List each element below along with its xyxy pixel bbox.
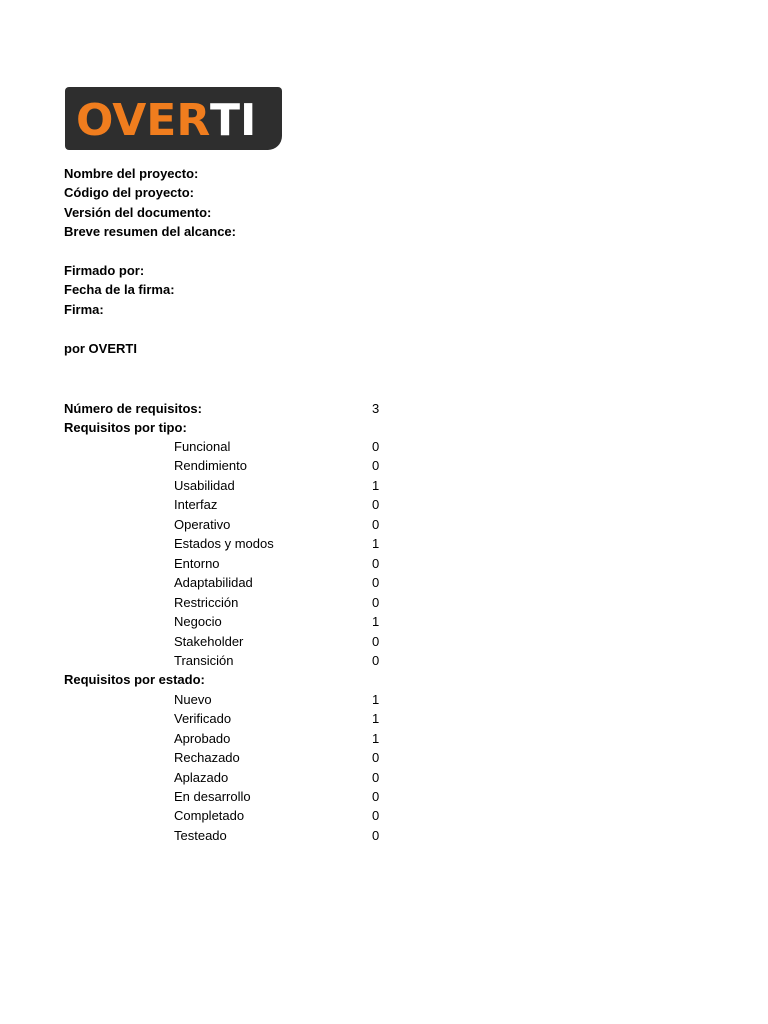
type-row-value: 0 [372, 439, 380, 454]
type-row-value: 0 [372, 556, 380, 571]
type-row-value: 0 [372, 653, 380, 668]
status-row-label: Verificado [174, 711, 232, 726]
signed-by-label: Firmado por: [64, 263, 145, 278]
status-row-value: 0 [372, 828, 380, 843]
document-version-label: Versión del documento: [64, 205, 212, 220]
status-row-label: Testeado [174, 828, 227, 843]
type-row-label: Entorno [174, 556, 220, 571]
status-row-label: En desarrollo [174, 789, 251, 804]
scope-summary-label: Breve resumen del alcance: [64, 224, 236, 239]
status-row-value: 1 [372, 711, 380, 726]
type-row-value: 1 [372, 478, 380, 493]
logo-text-over: OVER [75, 95, 210, 142]
type-row-value: 1 [372, 614, 380, 629]
status-row-label: Aplazado [174, 770, 229, 785]
type-row-label: Interfaz [174, 497, 218, 512]
status-row-value: 0 [372, 789, 380, 804]
requirement-count-label: Número de requisitos: [64, 401, 202, 416]
type-row-value: 0 [372, 458, 380, 473]
type-row-label: Stakeholder [174, 634, 244, 649]
status-row-value: 0 [372, 770, 380, 785]
project-code-label: Código del proyecto: [64, 185, 194, 200]
status-row-value: 0 [372, 808, 380, 823]
type-row-value: 0 [372, 497, 380, 512]
project-name-label: Nombre del proyecto: [64, 166, 199, 181]
requirement-count-value: 3 [372, 401, 380, 416]
status-row-label: Completado [174, 808, 245, 823]
status-row-label: Nuevo [174, 692, 212, 707]
by-overti-label: por OVERTI [64, 341, 137, 356]
type-row-label: Usabilidad [174, 478, 235, 493]
requirements-by-status-label: Requisitos por estado: [64, 672, 205, 687]
status-row-value: 0 [372, 750, 380, 765]
type-row-label: Negocio [174, 614, 222, 629]
type-row-label: Transición [174, 653, 234, 668]
overti-logo [65, 87, 282, 150]
status-row-value: 1 [372, 731, 380, 746]
type-row-label: Rendimiento [174, 458, 247, 473]
type-row-label: Funcional [174, 439, 231, 454]
status-row-label: Aprobado [174, 731, 231, 746]
type-row-label: Operativo [174, 517, 231, 532]
type-row-value: 1 [372, 536, 380, 551]
type-row-value: 0 [372, 634, 380, 649]
signature-label: Firma: [64, 302, 104, 317]
type-row-value: 0 [372, 517, 380, 532]
type-row-label: Adaptabilidad [174, 575, 253, 590]
logo-text-ti: TI [209, 95, 256, 142]
requirements-by-type-label: Requisitos por tipo: [64, 420, 187, 435]
type-row-label: Estados y modos [174, 536, 274, 551]
type-row-value: 0 [372, 595, 380, 610]
type-row-label: Restricción [174, 595, 239, 610]
status-row-label: Rechazado [174, 750, 240, 765]
signature-date-label: Fecha de la firma: [64, 282, 175, 297]
type-row-value: 0 [372, 575, 380, 590]
status-row-value: 1 [372, 692, 380, 707]
